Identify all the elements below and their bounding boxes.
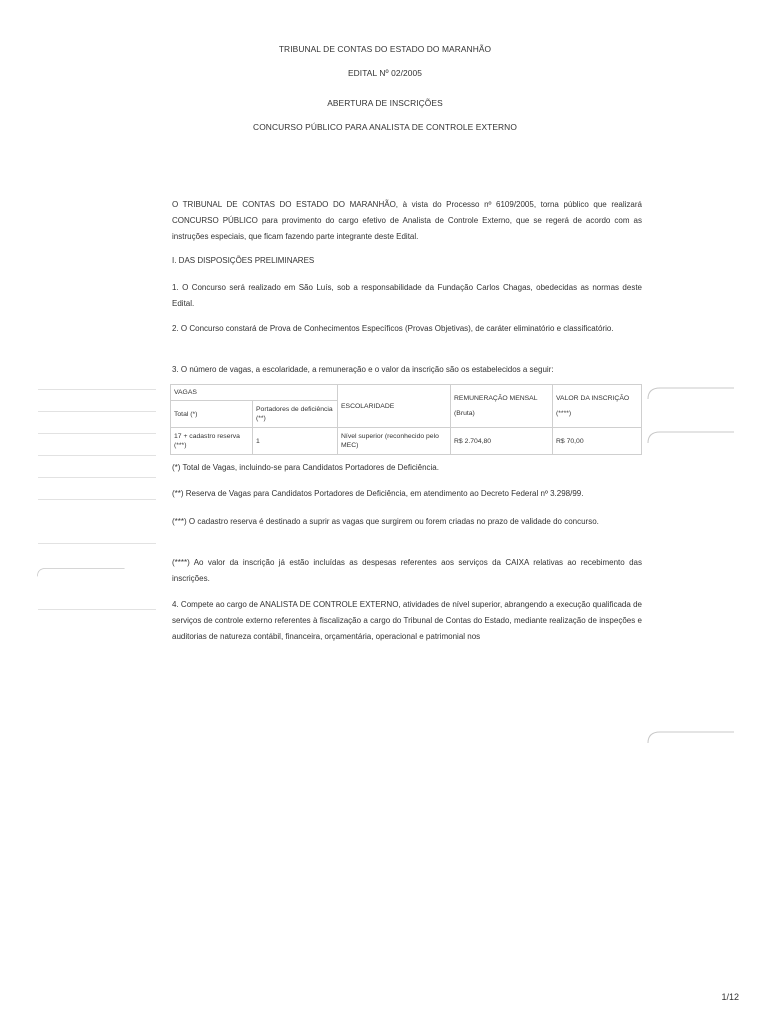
table-cell-total: 17 + cadastro reserva (***) (171, 428, 253, 455)
item-2-paragraph: 2. O Concurso constará de Prova de Conhecimentos Específicos (Provas Objetivas), de caráter eliminatório e classificatório. (172, 324, 614, 333)
table-header-valor-sub: (****) (556, 410, 572, 417)
table-header-remuneracao (451, 385, 553, 428)
margin-rule-line (38, 543, 156, 544)
header-institution: TRIBUNAL DE CONTAS DO ESTADO DO MARANHÃO (278, 44, 492, 54)
note-2-paragraph: (**) Reserva de Vagas para Candidatos Portadores de Deficiência, em atendimento ao Decreto Federal nº 3.298/99. (172, 489, 584, 498)
table-header-row-top (171, 385, 642, 401)
header-abertura: ABERTURA DE INSCRIÇÕES (327, 98, 443, 108)
margin-rule-line (38, 455, 156, 456)
table-cell-portadores: 1 (253, 428, 338, 455)
margin-rule-line (38, 609, 156, 610)
table-header-valor-label: VALOR DA INSCRIÇÃO (556, 395, 630, 402)
table-header-remuneracao-label: REMUNERAÇÃO MENSAL (454, 395, 538, 402)
item-3-paragraph: 3. O número de vagas, a escolaridade, a remuneração e o valor da inscrição são os estabelecidos a seguir: (172, 365, 554, 374)
margin-curve-mark (36, 565, 126, 579)
item-1-paragraph: 1. O Concurso será realizado em São Luís, sob a responsabilidade da Fundação Carlos Chagas, obedecidas as normas deste Edital. (172, 283, 642, 308)
item-4-paragraph: 4. Compete ao cargo de ANALISTA DE CONTROLE EXTERNO, atividades de nível superior, abrangendo a execução qualificada de serviços de controle externo referentes à fiscalização a cargo do Tribunal de Contas do Estado, mediante realização de inspeções e auditorias de natureza contábil, financeira, orçamentária, operacional e patrimonial nos (172, 600, 642, 641)
note-3-paragraph: (***) O cadastro reserva é destinado a suprir as vagas que surgirem ou forem criadas no prazo de validade do concurso. (172, 517, 599, 526)
table-header-portadores: Portadores de deficiência (**) (253, 401, 338, 428)
table-header-vagas: VAGAS (171, 385, 338, 401)
intro-paragraph: O TRIBUNAL DE CONTAS DO ESTADO DO MARANHÃO, à vista do Processo nº 6109/2005, torna público que realizará CONCURSO PÚBLICO para provimento do cargo efetivo de Analista de Controle Externo, que se regerá de acordo com as instruções especiais, que ficam fazendo parte integrante deste Edital. (172, 200, 642, 241)
table-header-escolaridade: ESCOLARIDADE (338, 385, 451, 428)
table-cell-remuneracao: R$ 2.704,80 (451, 428, 553, 455)
margin-rule-line (38, 477, 156, 478)
table-header-valor (553, 385, 642, 428)
margin-rule-line (38, 433, 156, 434)
margin-rule-line (38, 389, 156, 390)
table-header-total: Total (*) (171, 401, 253, 428)
header-concurso-title: CONCURSO PÚBLICO PARA ANALISTA DE CONTROLE EXTERNO (253, 122, 517, 132)
note-4-paragraph: (****) Ao valor da inscrição já estão incluídas as despesas referentes aos serviços da CAIXA relativas ao recebimento das inscrições. (172, 558, 642, 583)
page-indicator: 1/12 (721, 992, 739, 1002)
note-1-paragraph: (*) Total de Vagas, incluindo-se para Candidatos Portadores de Deficiência. (172, 463, 439, 472)
table-row (171, 428, 642, 455)
margin-curve-mark (646, 386, 736, 400)
vagas-table (170, 384, 642, 455)
margin-rule-line (38, 499, 156, 500)
margin-curve-mark (646, 730, 736, 744)
section-title-disposicoes: I. DAS DISPOSIÇÕES PRELIMINARES (172, 256, 315, 265)
margin-rule-line (38, 411, 156, 412)
table-cell-escolaridade: Nível superior (reconhecido pelo MEC) (338, 428, 451, 455)
margin-curve-mark (646, 430, 736, 444)
table-cell-valor: R$ 70,00 (553, 428, 642, 455)
table-header-remuneracao-sub: (Bruta) (454, 410, 475, 417)
header-edital-number: EDITAL Nº 02/2005 (347, 68, 423, 78)
